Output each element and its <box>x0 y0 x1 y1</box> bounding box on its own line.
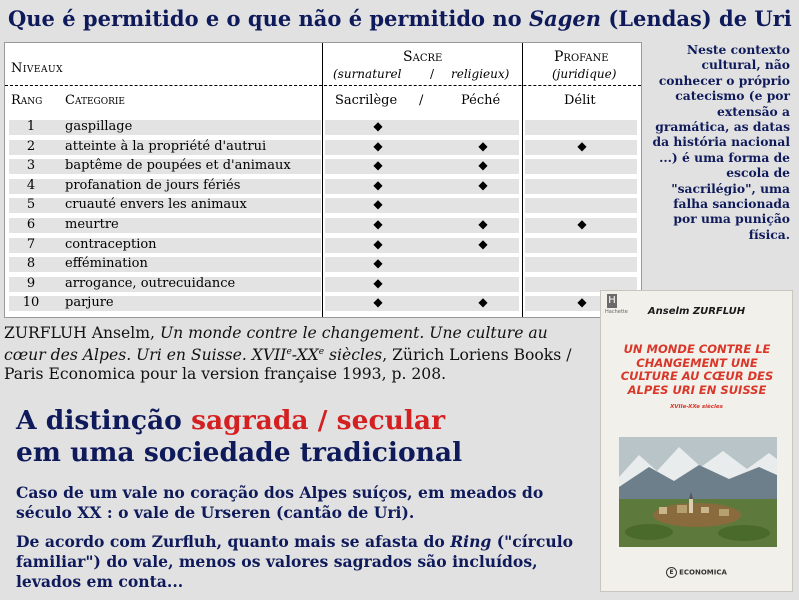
row-shading <box>325 257 519 272</box>
row-rang: 7 <box>26 236 36 252</box>
table-row <box>5 255 641 275</box>
row-rang: 5 <box>26 197 36 213</box>
row-categorie: contraception <box>65 236 157 252</box>
paragraph-case: Caso de um vale no coração dos Alpes suíços, em meados do século XX : o vale de Urseren (cantão de Uri). <box>16 483 544 522</box>
heading-line1: A distinção <box>16 405 192 436</box>
row-categorie: baptême de poupées et d'animaux <box>65 158 291 174</box>
economica-icon: E <box>666 567 677 578</box>
diamond-sacrilege-icon: ◆ <box>373 275 383 290</box>
header-niveaux: Niveaux <box>11 61 63 76</box>
book-title: UN MONDE CONTRE LE CHANGEMENT UNE CULTURE AU CŒUR DES ALPES URI EN SUISSE <box>620 342 774 397</box>
diamond-delit-icon: ◆ <box>577 295 587 310</box>
row-rang: 8 <box>26 256 36 272</box>
title-italic: Sagen <box>528 6 602 31</box>
main-heading <box>16 405 462 469</box>
row-categorie: atteinte à la propriété d'autrui <box>65 138 267 154</box>
diamond-sacrilege-icon: ◆ <box>373 119 383 133</box>
row-categorie: gaspillage <box>65 119 133 134</box>
row-shading <box>9 218 321 233</box>
slide-title <box>8 6 793 31</box>
citation-sup: e <box>286 347 292 357</box>
row-categorie: parjure <box>65 295 114 311</box>
citation-author: ZURFLUH Anselm, <box>4 324 160 342</box>
table-row <box>5 216 641 236</box>
diamond-sacrilege-icon: ◆ <box>373 138 383 153</box>
header-categorie: Categorie <box>65 93 125 108</box>
table-row <box>5 294 641 314</box>
row-rang: 9 <box>26 275 36 291</box>
diamond-sacrilege-icon: ◆ <box>373 217 383 231</box>
row-shading <box>9 296 321 311</box>
diamond-peche-icon: ◆ <box>478 177 488 192</box>
table-row <box>5 177 641 197</box>
header-rang: Rang <box>11 93 43 108</box>
header-sacre-sub-left: (surnaturel <box>333 67 402 81</box>
citation-work-c: siècles <box>324 346 383 365</box>
row-shading <box>9 257 321 272</box>
row-shading <box>325 120 519 135</box>
diamond-peche-icon: ◆ <box>478 138 488 153</box>
book-subtitle: XVIIe-XXe siècles <box>670 404 723 410</box>
row-shading <box>525 198 637 213</box>
citation-rest: , Zürich Loriens Books / Paris Economica pour la version française 1993, p. 208. <box>4 346 572 384</box>
row-categorie: meurtre <box>65 217 119 232</box>
row-rang: 4 <box>26 177 36 193</box>
heading-line2: em uma sociedade tradicional <box>16 437 463 468</box>
row-shading <box>325 198 519 213</box>
side-note: Neste contexto cultural, não conhecer o próprio catecismo (e por extensão a gramática, as datas da história nacional ...) é uma forma de escola de "sacrilégio", uma falha sancionada por uma punição física. <box>652 42 790 242</box>
row-shading <box>525 257 637 272</box>
header-sacre-sub-mid: / <box>430 67 435 81</box>
row-shading <box>525 159 637 174</box>
row-categorie: arrogance, outrecuidance <box>65 275 236 291</box>
row-categorie: cruauté envers les animaux <box>65 197 247 213</box>
diamond-peche-icon: ◆ <box>478 236 488 251</box>
header-divider <box>5 85 641 86</box>
citation-sup-2: e <box>318 347 325 357</box>
diamond-sacrilege-icon: ◆ <box>373 256 383 271</box>
row-shading <box>525 120 637 135</box>
row-rang: 3 <box>26 158 36 174</box>
title-text: Que é permitido e o que não é permitido no <box>8 6 529 31</box>
diamond-peche-icon: ◆ <box>478 158 488 173</box>
table-row <box>5 275 641 295</box>
row-shading <box>9 238 321 253</box>
header-sacre-sub-right: religieux) <box>451 67 510 81</box>
book-publisher <box>601 567 792 578</box>
citation <box>4 324 594 384</box>
row-categorie: effémination <box>65 256 148 272</box>
diamond-sacrilege-icon: ◆ <box>373 295 383 310</box>
row-rang: 2 <box>26 138 36 154</box>
row-shading <box>325 277 519 292</box>
publisher-logo: H <box>608 295 616 306</box>
header-profane: Profane <box>554 49 609 65</box>
citation-work: Un monde contre le changement. Une culture au cœur des Alpes. Uri en Suisse. XVII <box>4 324 548 365</box>
citation-work-b: -XX <box>291 346 319 365</box>
header-sacrilege: Sacrilège <box>335 93 398 108</box>
alpine-valley-painting <box>619 437 777 547</box>
table-row <box>5 118 641 138</box>
row-categorie: profanation de jours fériés <box>65 177 241 193</box>
diamond-sacrilege-icon: ◆ <box>373 158 383 173</box>
row-rang: 10 <box>22 295 40 311</box>
book-cover-image <box>600 290 793 592</box>
row-rang: 1 <box>26 119 36 134</box>
heading-highlight: sagrada / secular <box>191 405 446 436</box>
header-profane-sub: (juridique) <box>552 67 617 81</box>
row-shading <box>9 120 321 135</box>
row-shading <box>525 179 637 194</box>
diamond-peche-icon: ◆ <box>478 295 488 310</box>
header-sacre: Sacre <box>403 49 443 65</box>
table-row <box>5 157 641 177</box>
publisher-name: ECONOMICA <box>679 568 727 577</box>
row-shading <box>525 238 637 253</box>
diamond-sacrilege-icon: ◆ <box>373 236 383 251</box>
header-slash: / <box>419 93 424 108</box>
header-peche: Péché <box>461 93 501 108</box>
categories-table <box>4 42 642 318</box>
publisher-logo-label: Hachette <box>605 309 628 315</box>
paragraph-zurfluh <box>16 532 596 592</box>
diamond-sacrilege-icon: ◆ <box>373 197 383 212</box>
para2-text-end: ("círculo familiar") do vale, menos os valores sagrados são incluídos, levados em conta... <box>16 532 574 591</box>
diamond-peche-icon: ◆ <box>478 217 488 231</box>
title-text-end: (Lendas) de Uri <box>601 6 792 31</box>
diamond-sacrilege-icon: ◆ <box>373 177 383 192</box>
para2-ring: Ring <box>450 532 492 551</box>
book-author: Anselm ZURFLUH <box>647 306 746 317</box>
para2-text: De acordo com Zurfluh, quanto mais se afasta do <box>16 532 451 551</box>
table-row <box>5 236 641 256</box>
diamond-delit-icon: ◆ <box>577 138 587 153</box>
diamond-delit-icon: ◆ <box>577 217 587 231</box>
table-row <box>5 196 641 216</box>
table-row <box>5 138 641 158</box>
header-delit: Délit <box>564 93 596 108</box>
row-rang: 6 <box>26 217 36 232</box>
